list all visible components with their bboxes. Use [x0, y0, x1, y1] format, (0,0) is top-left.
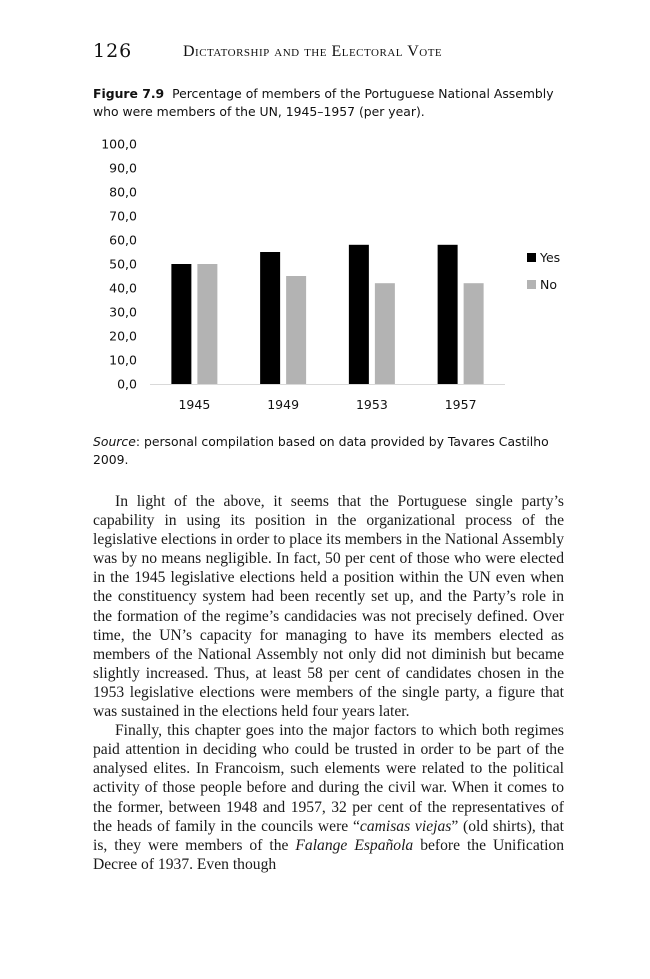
- bar-yes-1945: [171, 264, 191, 384]
- source-label: Source: [93, 434, 136, 449]
- page-number: 126: [93, 40, 133, 62]
- legend-swatch-yes: [527, 253, 536, 262]
- bar-no-1957: [464, 283, 484, 384]
- bar-yes-1953: [349, 245, 369, 384]
- figure-caption-text: Percentage of members of the Portuguese National Assembly who were members of the UN, 1945–1957 (per year).: [93, 86, 554, 119]
- legend-label-yes: Yes: [540, 250, 561, 265]
- x-tick-label: 1949: [267, 397, 300, 412]
- y-tick-label: 70,0: [109, 208, 137, 224]
- y-tick-label: 20,0: [109, 328, 137, 344]
- paragraph-2: Finally, this chapter goes into the major factors to which both regimes paid attention in deciding who could be trusted in order to be part of the analysed elites. In Francoism, such elements were related to the political activity of those people before and during the civil war. When it comes to the former, between 1948 and 1957, 32 per cent of the representatives of the heads of family in the councils were “camisas viejas” (old shirts), that is, they were members of the Falange Española before the Unification Decree of 1937. Even though: [93, 722, 564, 873]
- legend-label-no: No: [540, 277, 557, 292]
- bar-no-1953: [375, 283, 395, 384]
- figure-label: Figure 7.9: [93, 86, 165, 101]
- bar-chart: [0, 130, 650, 420]
- body-text: [93, 492, 564, 874]
- bar-no-1945: [197, 264, 217, 384]
- y-tick-label: 90,0: [109, 160, 137, 176]
- source-text: : personal compilation based on data provided by Tavares Castilho 2009.: [93, 434, 549, 467]
- x-tick-label: 1953: [355, 397, 388, 412]
- italic-term: camisas viejas: [359, 817, 452, 835]
- x-tick-label: 1945: [178, 397, 211, 412]
- paragraph-1: In light of the above, it seems that the Portuguese single party’s capability in using its position in the organizational process of the legislative elections in order to place its members in the National Assembly was by no means negligible. In fact, 50 per cent of those who were elected in the 1945 legislative elections held a position within the UN even when the constituency system had been recently set up, and the Party’s role in the formation of the regime’s candidacies was not precisely defined. Over time, the UN’s capacity for managing to have its members elected as members of the National Assembly not only did not diminish but became slightly increased. Thus, at least 58 per cent of candidates chosen in the 1953 legislative elections were members of the single party, a figure that was sustained in the elections held four years later.: [93, 493, 564, 721]
- bar-yes-1949: [260, 252, 280, 384]
- y-tick-label: 50,0: [109, 256, 137, 272]
- y-tick-label: 40,0: [109, 280, 137, 296]
- bar-no-1949: [286, 276, 306, 384]
- bar-yes-1957: [438, 245, 458, 384]
- italic-term: Falange Española: [295, 836, 414, 854]
- x-tick-label: 1957: [444, 397, 477, 412]
- y-tick-label: 10,0: [109, 352, 137, 368]
- running-title: Dictatorship and the Electoral Vote: [183, 43, 443, 60]
- y-tick-label: 80,0: [109, 184, 137, 200]
- y-tick-label: 30,0: [109, 304, 137, 320]
- y-tick-label: 100,0: [101, 136, 137, 152]
- figure-caption: [93, 85, 573, 120]
- figure-source: [93, 433, 563, 468]
- y-tick-label: 0,0: [117, 376, 137, 392]
- legend-swatch-no: [527, 280, 536, 289]
- y-tick-label: 60,0: [109, 232, 137, 248]
- running-head: [93, 40, 573, 64]
